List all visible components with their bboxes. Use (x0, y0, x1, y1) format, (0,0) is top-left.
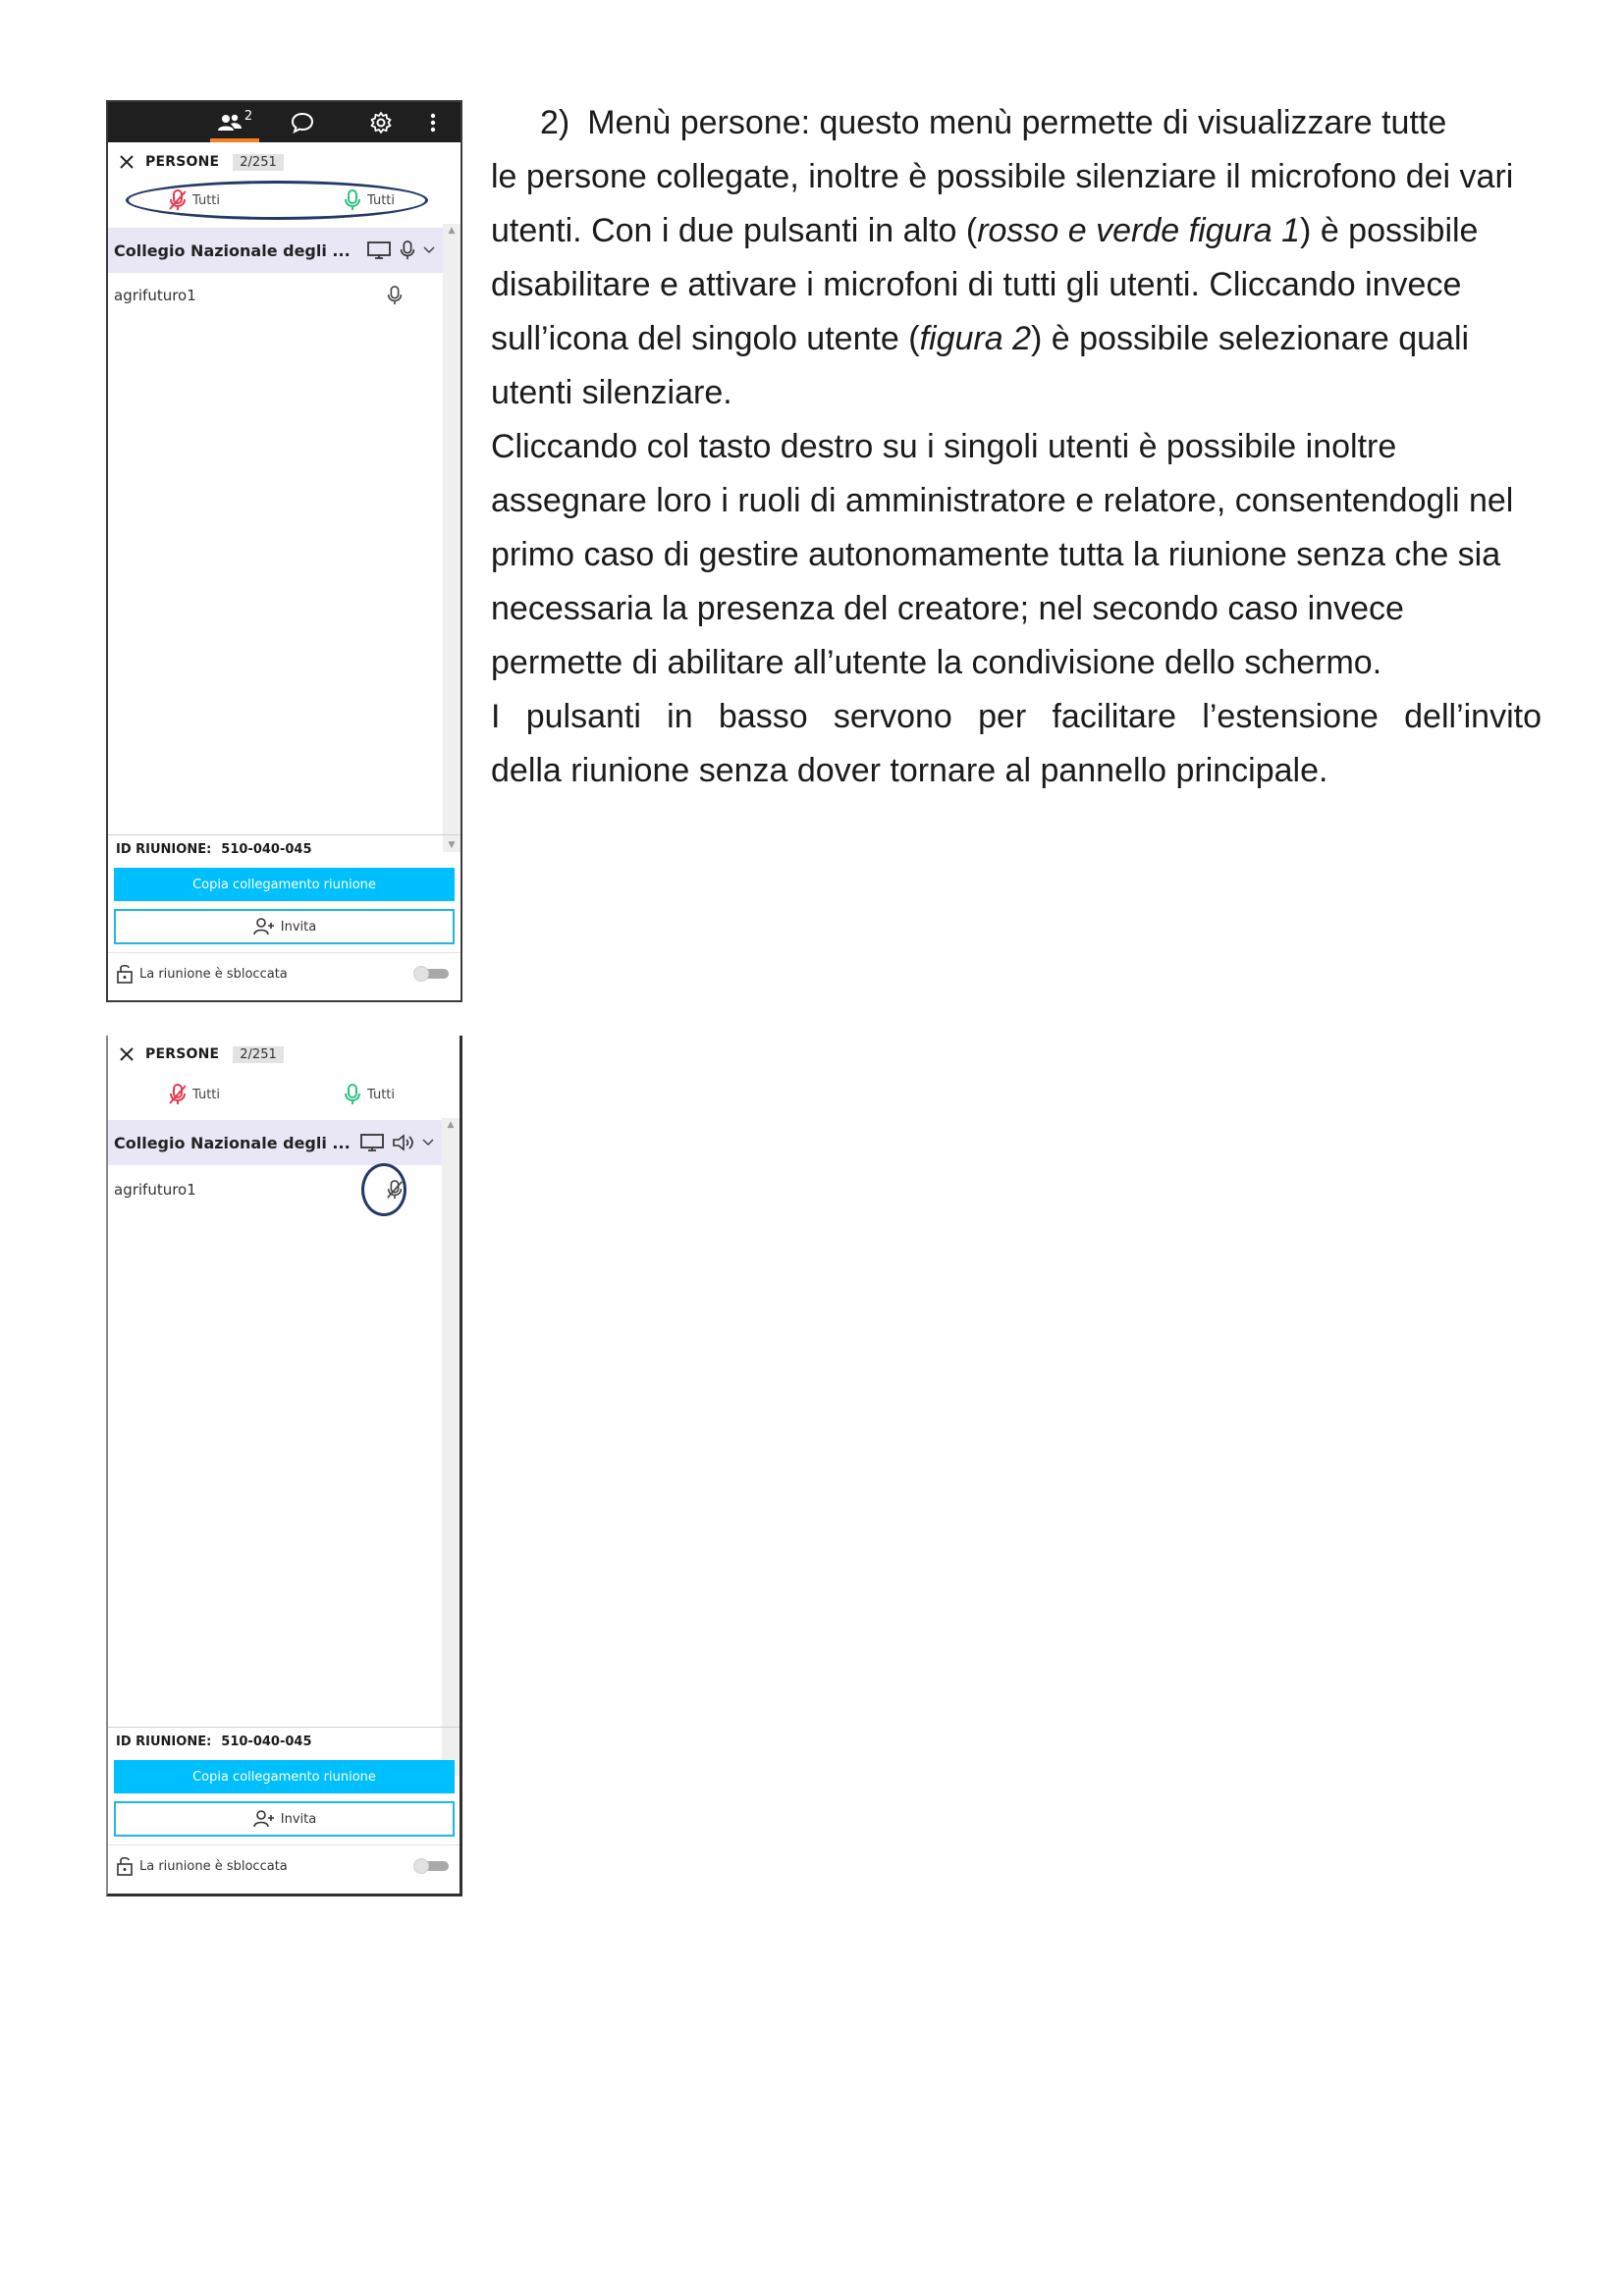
participant-list (108, 224, 443, 852)
unlock-icon (116, 963, 134, 985)
divider (108, 1844, 460, 1845)
tab-chat[interactable] (283, 102, 322, 142)
panel-title: PERSONE (145, 154, 220, 170)
group-icons (359, 1120, 434, 1165)
group-row[interactable] (108, 228, 443, 273)
panel-title: PERSONE (145, 1046, 220, 1062)
people-panel-figure-1 (106, 100, 462, 1002)
divider (108, 1727, 460, 1728)
people-count: 2 (244, 109, 253, 124)
invite-label: Invita (280, 919, 317, 934)
invite-button[interactable] (114, 1801, 455, 1837)
panel-topbar (108, 102, 460, 142)
lock-toggle[interactable] (413, 966, 449, 982)
paragraph-line: Menù persone: questo menù permette di visualizzare tutte (587, 104, 1447, 141)
user-name: agrifuturo1 (114, 287, 196, 304)
meeting-id (116, 842, 312, 857)
paragraph-text: ) è possibile disabilitare e attivare i microfoni di tutti gli utenti. Cliccando invece sull’icona del singolo utente ( (491, 212, 1479, 357)
user-mic-button[interactable] (385, 281, 405, 310)
tab-more[interactable] (418, 102, 448, 142)
toggle-knob (413, 966, 429, 982)
unmute-all-button[interactable] (342, 1083, 395, 1106)
group-name: Collegio Nazionale degli ... (114, 240, 351, 260)
paragraph-text: ) è possibile selezionare quali utenti silenziare. (491, 320, 1470, 411)
scroll-up-icon[interactable]: ▲ (448, 226, 456, 236)
paragraph-text: le persone collegate, inoltre è possibile silenziare il microfono dei vari utenti. Con i due pulsanti in alto ( (491, 158, 1514, 249)
chevron-down-icon[interactable] (422, 1138, 434, 1148)
tab-settings[interactable] (361, 102, 401, 142)
meeting-id (116, 1735, 312, 1749)
panel-header (116, 147, 284, 177)
scroll-down-icon[interactable]: ▼ (448, 840, 456, 850)
microphone-icon (385, 284, 405, 307)
lock-toggle[interactable] (413, 1858, 449, 1874)
speaker-icon[interactable] (391, 1133, 416, 1152)
mute-controls (108, 187, 460, 216)
add-person-icon (252, 1809, 276, 1829)
invite-button[interactable] (114, 909, 455, 944)
list-item[interactable] (114, 281, 428, 310)
group-icons (366, 228, 435, 273)
list-number: 2) (540, 104, 570, 141)
highlight-oval-annotation (126, 181, 428, 220)
screen-share-icon[interactable] (359, 1133, 385, 1152)
paragraph-roles: Cliccando col tasto destro su i singoli utenti è possibile inoltre assegnare loro i ruoli di amministratore e relatore, consentendogli nel primo caso di gestire autonomamente tutta la riunione senza che sia necessaria la presenza del creatore; nel secondo caso invece permette di abilitare all’utente la condivisione dello schermo. (491, 428, 1514, 681)
mic-off-icon (167, 1083, 189, 1106)
mute-all-label: Tutti (192, 192, 221, 208)
meeting-id-value: 510-040-045 (221, 1735, 312, 1749)
add-person-icon (252, 917, 276, 936)
unmute-all-label: Tutti (367, 1087, 396, 1102)
participant-count: 2/251 (233, 1046, 283, 1063)
highlight-circle-annotation (361, 1163, 406, 1216)
mute-all-button[interactable] (167, 1083, 220, 1106)
divider (108, 834, 460, 835)
lock-status-label: La riunione è sbloccata (139, 1858, 288, 1874)
lock-row (116, 960, 455, 988)
emphasis-text: rosso e verde figura 1 (977, 212, 1301, 249)
microphone-icon[interactable] (398, 239, 417, 262)
participant-count: 2/251 (233, 154, 283, 171)
unlock-icon (116, 1855, 134, 1877)
user-name: agrifuturo1 (114, 1181, 196, 1199)
divider (108, 952, 460, 953)
chevron-down-icon[interactable] (423, 245, 435, 255)
gear-icon (369, 111, 393, 134)
scrollbar[interactable] (442, 1118, 460, 1776)
participant-list (108, 1118, 442, 1776)
screen-share-icon[interactable] (366, 240, 392, 260)
meeting-id-label: ID RIUNIONE: (116, 1735, 212, 1749)
more-vertical-icon (430, 113, 436, 133)
mute-all-label: Tutti (192, 1087, 221, 1102)
body-text (491, 96, 1542, 798)
toggle-knob (413, 1858, 429, 1874)
chat-icon (291, 112, 314, 133)
close-icon (119, 1046, 135, 1062)
close-button[interactable] (116, 151, 137, 173)
emphasis-text: figura 2 (919, 320, 1032, 357)
mic-on-icon (342, 1083, 363, 1106)
mute-controls (108, 1081, 460, 1110)
paragraph-invite (491, 690, 1542, 798)
tab-people[interactable] (206, 102, 263, 142)
close-icon (119, 154, 135, 170)
paragraph-line: della riunione senza dover tornare al pannello principale. (491, 752, 1328, 789)
unmute-all-label: Tutti (367, 192, 396, 208)
scroll-up-icon[interactable]: ▲ (447, 1120, 455, 1130)
meeting-id-label: ID RIUNIONE: (116, 842, 212, 857)
close-button[interactable] (116, 1043, 137, 1065)
lock-row (116, 1852, 455, 1880)
paragraph-people-menu (491, 96, 1542, 420)
group-name: Collegio Nazionale degli ... (114, 1133, 351, 1152)
people-icon (217, 113, 243, 133)
scrollbar[interactable] (443, 224, 460, 852)
copy-link-button[interactable]: Copia collegamento riunione (114, 1760, 455, 1793)
people-panel-figure-2 (106, 1036, 462, 1896)
copy-link-button[interactable]: Copia collegamento riunione (114, 868, 455, 901)
group-row[interactable] (108, 1120, 442, 1165)
paragraph-line: I pulsanti in basso servono per facilitare l’estensione dell’invito (491, 698, 1542, 735)
invite-label: Invita (280, 1811, 317, 1827)
lock-status-label: La riunione è sbloccata (139, 966, 288, 982)
panel-header (116, 1040, 284, 1069)
meeting-id-value: 510-040-045 (221, 842, 312, 857)
